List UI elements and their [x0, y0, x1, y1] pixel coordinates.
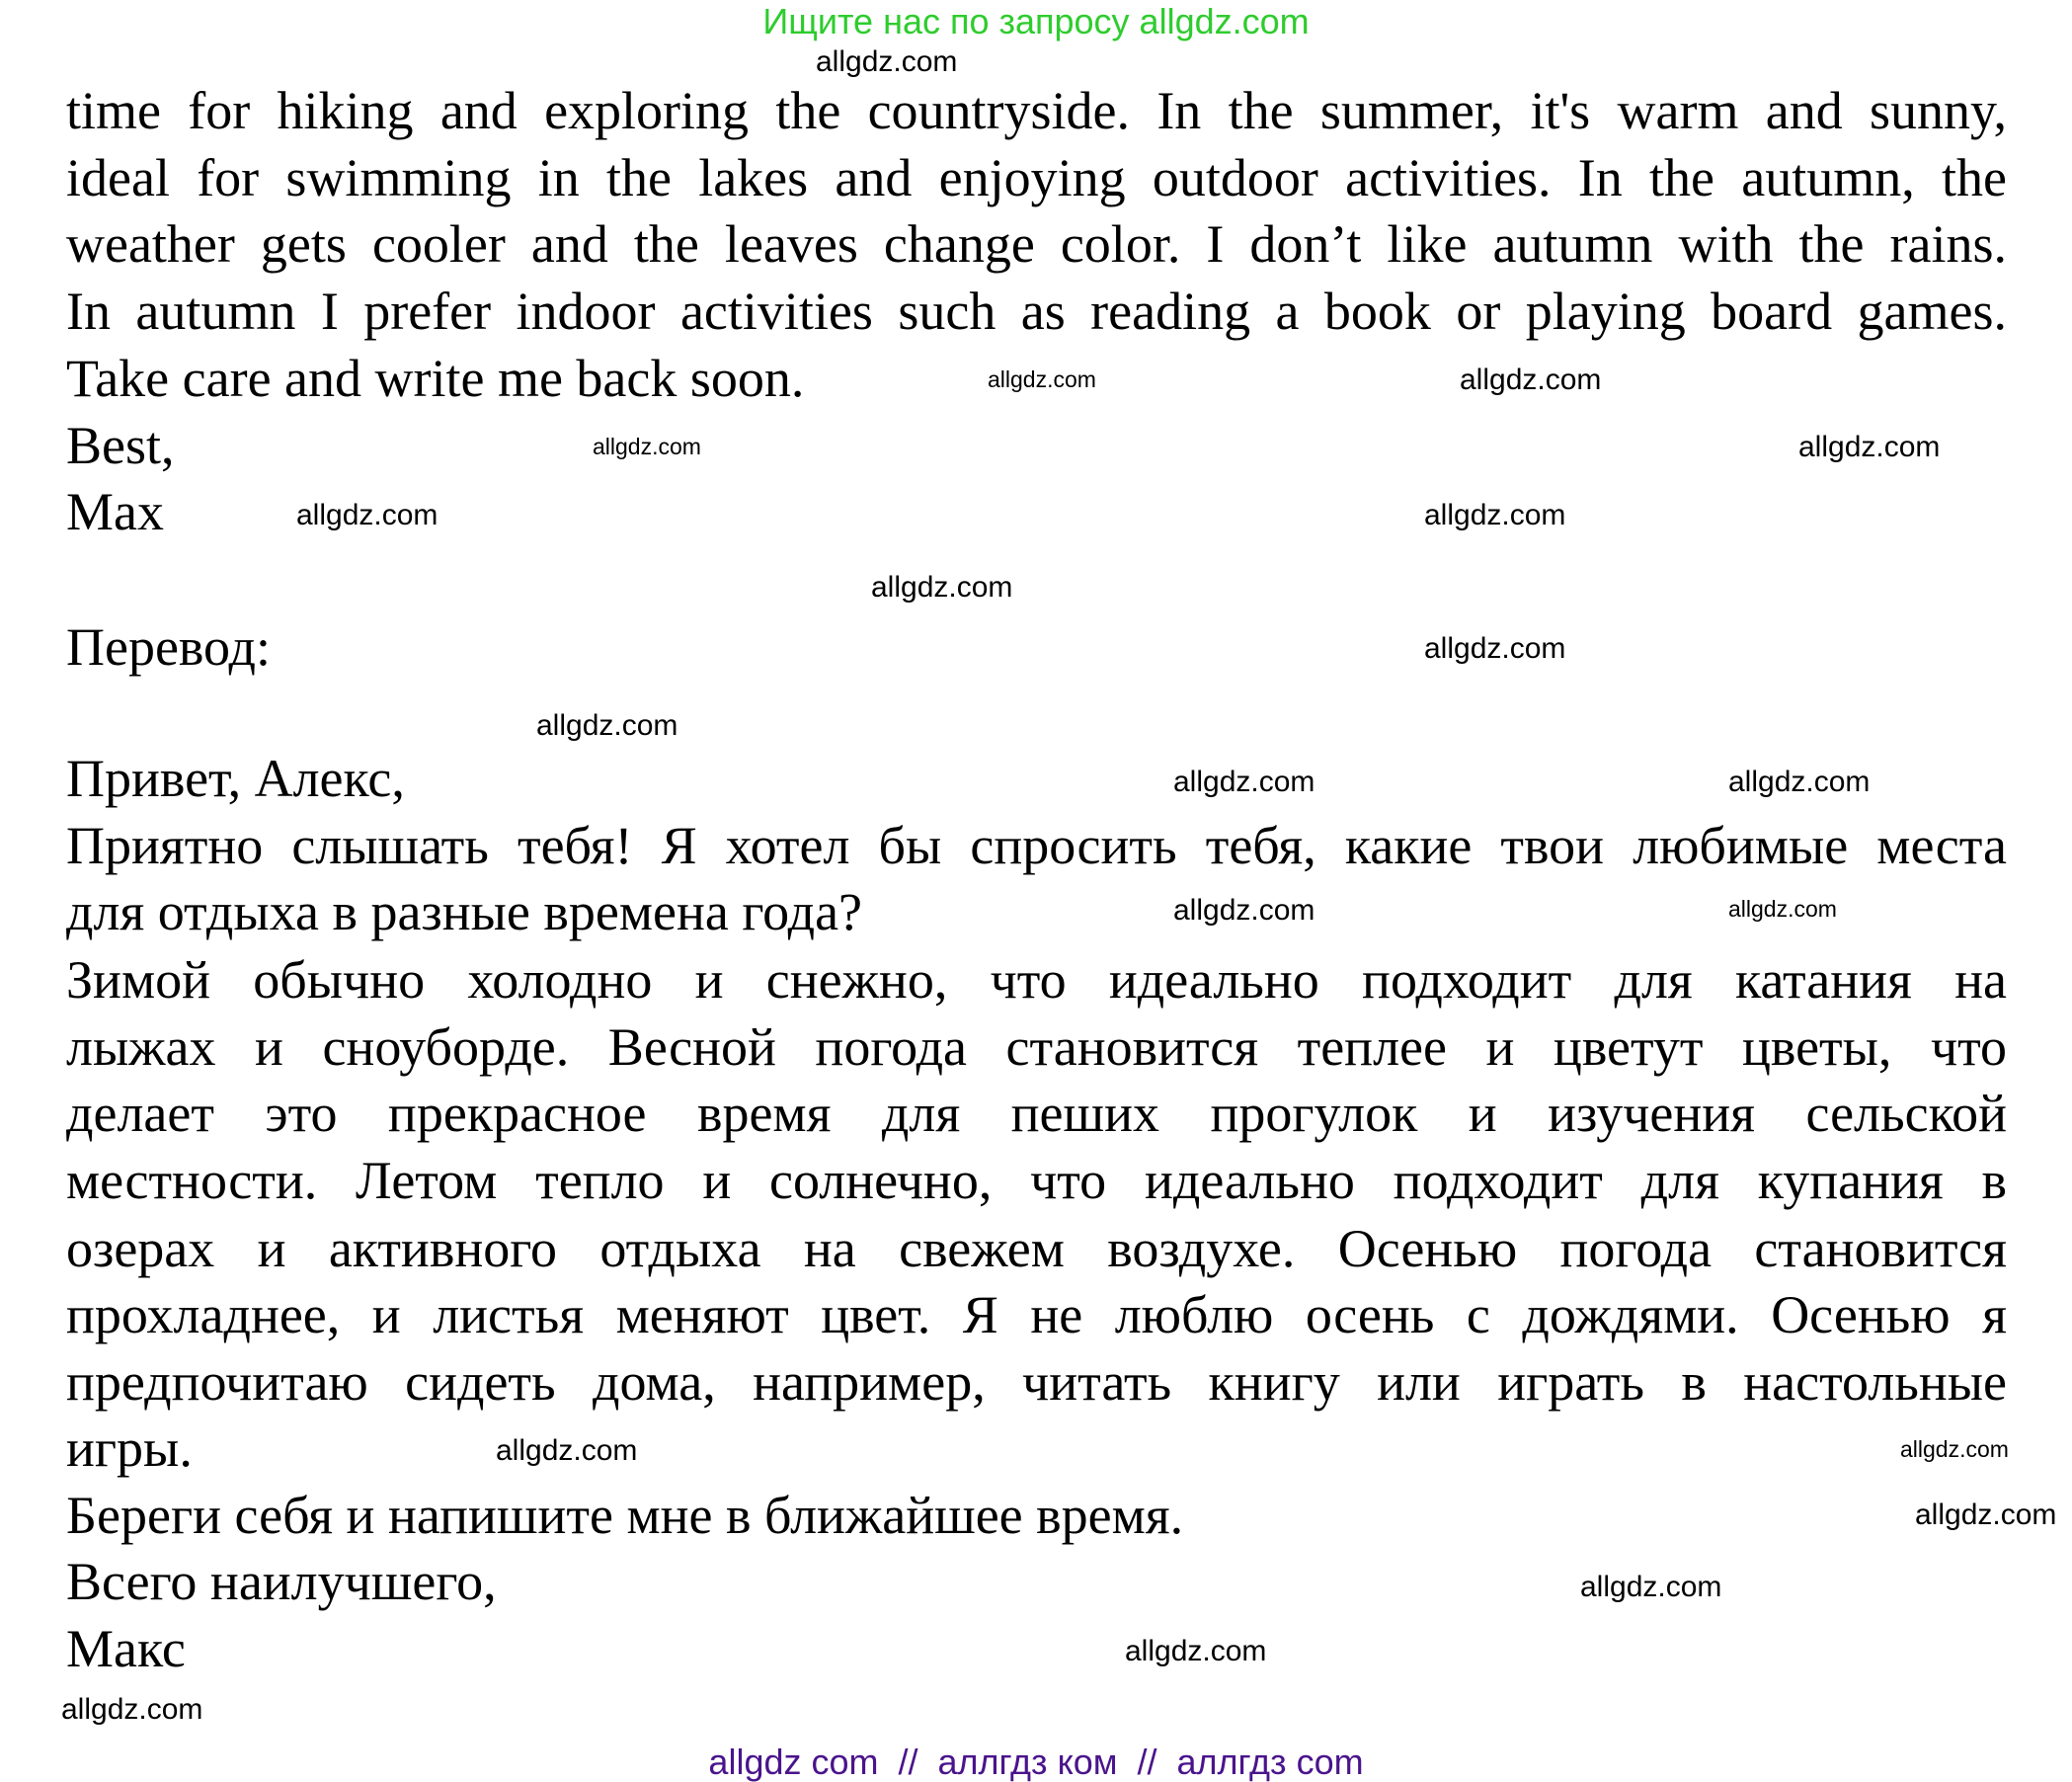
- watermark: allgdz.com: [1424, 499, 1566, 531]
- watermark: allgdz.com: [1900, 1436, 2009, 1462]
- watermark: allgdz.com: [1424, 632, 1566, 665]
- watermark: allgdz.com: [1798, 431, 1941, 463]
- russian-translation-line: Привет, Алекс,: [66, 749, 405, 808]
- watermark: allgdz.com: [496, 1434, 638, 1467]
- russian-translation-line: Зимой обычно холодно и снежно, что идеально подходит для катания на: [66, 950, 2007, 1010]
- english-letter-line: time for hiking and exploring the countryside. In the summer, it's warm and sunny,: [66, 81, 2007, 140]
- watermark: allgdz.com: [593, 434, 701, 459]
- translation-heading: Перевод:: [66, 617, 271, 677]
- watermark: allgdz.com: [1915, 1498, 2057, 1531]
- russian-translation-line: лыжах и сноуборде. Весной погода становится теплее и цветут цветы, что: [66, 1017, 2007, 1077]
- english-letter-line: weather gets cooler and the leaves change color. I don’t like autumn with the rains.: [66, 214, 2007, 274]
- russian-translation-line: для отдыха в разные времена года?: [66, 882, 863, 941]
- watermark: allgdz.com: [296, 499, 438, 531]
- russian-translation-line: игры.: [66, 1418, 193, 1478]
- russian-translation-line: предпочитаю сидеть дома, например, читать книгу или играть в настольные: [66, 1352, 2007, 1412]
- english-letter-line: ideal for swimming in the lakes and enjoying outdoor activities. In the autumn, the: [66, 148, 2007, 207]
- russian-translation-line: Макс: [66, 1619, 186, 1678]
- english-letter-line: Best,: [66, 416, 175, 475]
- english-letter-line: Take care and write me back soon.: [66, 349, 805, 408]
- russian-translation-line: делает это прекрасное время для пеших прогулок и изучения сельской: [66, 1084, 2007, 1143]
- watermark: allgdz.com: [1173, 894, 1315, 927]
- russian-translation-line: Всего наилучшего,: [66, 1552, 497, 1611]
- watermark: allgdz.com: [536, 709, 678, 742]
- watermark: allgdz.com: [1173, 766, 1315, 798]
- russian-translation-line: местности. Летом тепло и солнечно, что идеально подходит для купания в: [66, 1151, 2007, 1210]
- russian-translation-line: Береги себя и напишите мне в ближайшее время.: [66, 1486, 1184, 1545]
- watermark: allgdz.com: [871, 571, 1013, 604]
- watermark: allgdz.com: [816, 45, 958, 78]
- russian-translation-line: озерах и активного отдыха на свежем воздухе. Осенью погода становится: [66, 1219, 2007, 1278]
- russian-translation-line: прохладнее, и листья меняют цвет. Я не люблю осень с дождями. Осенью я: [66, 1285, 2007, 1344]
- watermark: allgdz.com: [1580, 1571, 1722, 1603]
- watermark: allgdz.com: [1460, 364, 1602, 396]
- watermark: allgdz.com: [1728, 766, 1871, 798]
- footer-watermark-banner: allgdz com // аллгдз ком // аллгдз com: [708, 1742, 1364, 1782]
- header-search-banner: Ищите нас по запросу allgdz.com: [762, 1, 1310, 41]
- watermark: allgdz.com: [1125, 1635, 1267, 1667]
- watermark: allgdz.com: [988, 366, 1096, 392]
- russian-translation-line: Приятно слышать тебя! Я хотел бы спросить тебя, какие твои любимые места: [66, 816, 2007, 875]
- watermark: allgdz.com: [61, 1693, 203, 1726]
- english-letter-line: Max: [66, 482, 164, 541]
- english-letter-line: In autumn I prefer indoor activities such as reading a book or playing board games.: [66, 282, 2007, 341]
- watermark: allgdz.com: [1728, 896, 1837, 922]
